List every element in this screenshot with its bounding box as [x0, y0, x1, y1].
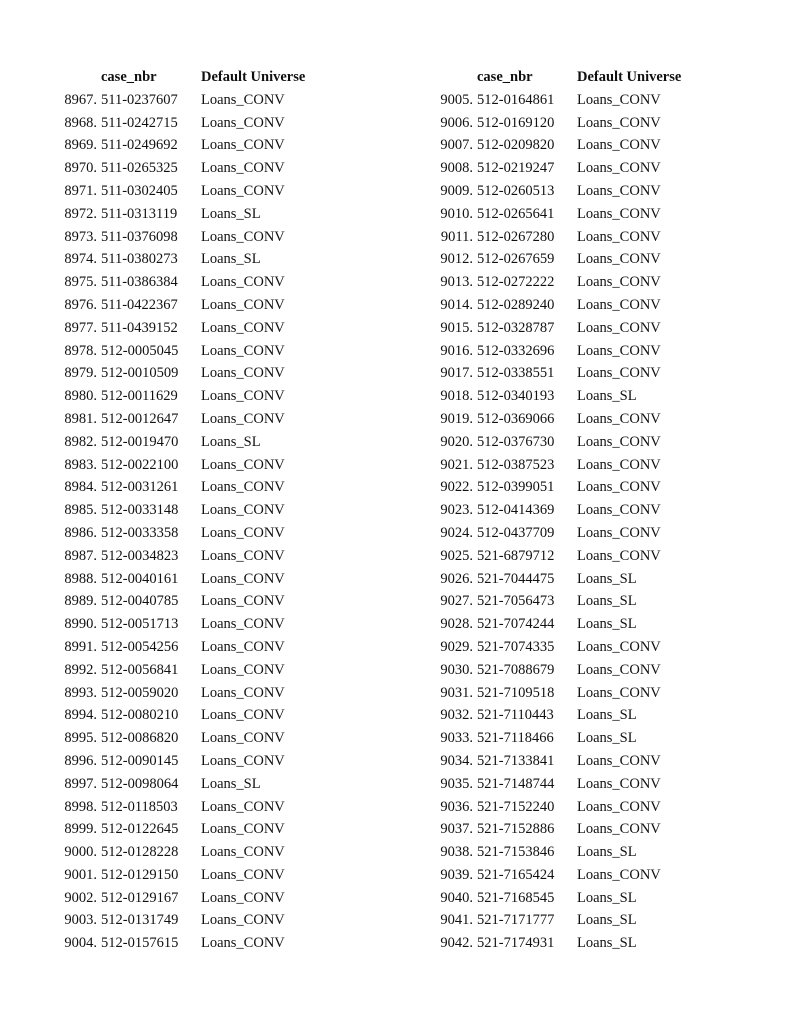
universe-cell: Loans_CONV — [577, 547, 661, 564]
universe-cell: Loans_CONV — [201, 684, 285, 701]
row-number: 9031. — [440, 684, 473, 701]
row-number: 9040. — [440, 889, 473, 906]
universe-cell: Loans_CONV — [577, 524, 661, 541]
universe-cell: Loans_CONV — [201, 935, 285, 952]
case-nbr-cell: 512-0340193 — [477, 388, 555, 405]
case-nbr-cell: 512-0040161 — [101, 570, 179, 587]
row-number: 8990. — [64, 616, 97, 633]
universe-cell: Loans_CONV — [201, 661, 285, 678]
universe-cell: Loans_CONV — [577, 160, 661, 177]
row-number: 9032. — [440, 707, 473, 724]
case-nbr-cell: 521-7056473 — [477, 593, 555, 610]
case-nbr-cell: 512-0129150 — [101, 866, 179, 883]
row-number: 8986. — [64, 524, 97, 541]
row-number: 9009. — [440, 182, 473, 199]
universe-cell: Loans_SL — [577, 707, 637, 724]
row-number: 8984. — [64, 479, 97, 496]
case-nbr-cell: 512-0129167 — [101, 889, 179, 906]
universe-cell: Loans_CONV — [201, 547, 285, 564]
case-nbr-cell: 521-7074244 — [477, 616, 555, 633]
universe-cell: Loans_CONV — [201, 638, 285, 655]
case-nbr-cell: 521-7110443 — [477, 707, 554, 724]
universe-cell: Loans_CONV — [577, 866, 661, 883]
row-number: 8998. — [64, 798, 97, 815]
case-nbr-cell: 512-0128228 — [101, 844, 179, 861]
case-nbr-cell: 512-0122645 — [101, 821, 179, 838]
row-number: 8970. — [64, 160, 97, 177]
row-number: 8967. — [64, 91, 97, 108]
case-nbr-cell: 521-7074335 — [477, 638, 555, 655]
row-number: 9017. — [440, 365, 473, 382]
case-nbr-cell: 511-0249692 — [101, 137, 178, 154]
case-nbr-cell: 512-0265641 — [477, 205, 555, 222]
case-nbr-cell: 511-0380273 — [101, 251, 178, 268]
case-nbr-cell: 512-0051713 — [101, 616, 179, 633]
case-nbr-cell: 512-0054256 — [101, 638, 179, 655]
case-nbr-cell: 511-0302405 — [101, 182, 178, 199]
universe-cell: Loans_CONV — [201, 479, 285, 496]
universe-cell: Loans_CONV — [577, 684, 661, 701]
row-number: 9002. — [64, 889, 97, 906]
row-number: 8976. — [64, 296, 97, 313]
row-number: 8996. — [64, 752, 97, 769]
case-nbr-cell: 512-0118503 — [101, 798, 178, 815]
universe-cell: Loans_CONV — [577, 274, 661, 291]
case-nbr-cell: 521-7133841 — [477, 752, 555, 769]
row-number: 8995. — [64, 730, 97, 747]
case-nbr-cell: 512-0260513 — [477, 182, 555, 199]
case-nbr-cell: 512-0098064 — [101, 775, 179, 792]
universe-cell: Loans_CONV — [577, 798, 661, 815]
universe-cell: Loans_CONV — [577, 410, 661, 427]
row-number: 8977. — [64, 319, 97, 336]
case-nbr-cell: 511-0422367 — [101, 296, 178, 313]
universe-cell: Loans_CONV — [201, 296, 285, 313]
case-nbr-cell: 521-7088679 — [477, 661, 555, 678]
row-number: 9012. — [440, 251, 473, 268]
universe-cell: Loans_CONV — [201, 456, 285, 473]
case-nbr-cell: 512-0033148 — [101, 502, 179, 519]
case-nbr-cell: 511-0265325 — [101, 160, 178, 177]
row-number: 8974. — [64, 251, 97, 268]
universe-cell: Loans_CONV — [201, 502, 285, 519]
universe-cell: Loans_CONV — [577, 182, 661, 199]
row-number: 9006. — [440, 114, 473, 131]
universe-cell: Loans_CONV — [201, 798, 285, 815]
row-number: 8987. — [64, 547, 97, 564]
row-number: 9010. — [440, 205, 473, 222]
case-nbr-cell: 512-0012647 — [101, 410, 179, 427]
case-nbr-cell: 512-0267280 — [477, 228, 555, 245]
universe-cell: Loans_CONV — [201, 91, 285, 108]
case-nbr-cell: 512-0328787 — [477, 319, 555, 336]
row-number: 9003. — [64, 912, 97, 929]
case-nbr-cell: 512-0399051 — [477, 479, 555, 496]
row-number: 9008. — [440, 160, 473, 177]
row-number: 9025. — [440, 547, 473, 564]
row-number: 9018. — [440, 388, 473, 405]
row-number: 9015. — [440, 319, 473, 336]
case-nbr-cell: 521-7152240 — [477, 798, 555, 815]
universe-cell: Loans_CONV — [577, 114, 661, 131]
row-number: 9000. — [64, 844, 97, 861]
row-number: 8975. — [64, 274, 97, 291]
universe-cell: Loans_CONV — [201, 410, 285, 427]
default-universe-header: Default Universe — [201, 69, 306, 85]
row-number: 8988. — [64, 570, 97, 587]
universe-cell: Loans_CONV — [201, 524, 285, 541]
row-number: 9029. — [440, 638, 473, 655]
universe-cell: Loans_CONV — [201, 866, 285, 883]
row-number: 9013. — [440, 274, 473, 291]
universe-cell: Loans_CONV — [577, 296, 661, 313]
row-number: 9038. — [440, 844, 473, 861]
case-nbr-cell: 512-0157615 — [101, 935, 179, 952]
default-universe-header: Default Universe — [577, 69, 682, 85]
universe-cell: Loans_CONV — [577, 137, 661, 154]
universe-cell: Loans_CONV — [201, 114, 285, 131]
case-nbr-cell: 512-0011629 — [101, 388, 178, 405]
universe-cell: Loans_CONV — [577, 821, 661, 838]
case-nbr-cell: 512-0056841 — [101, 661, 179, 678]
row-number: 8978. — [64, 342, 97, 359]
case-nbr-cell: 512-0376730 — [477, 433, 555, 450]
case-nbr-cell: 512-0267659 — [477, 251, 555, 268]
row-number: 9033. — [440, 730, 473, 747]
row-number: 9035. — [440, 775, 473, 792]
row-number: 8973. — [64, 228, 97, 245]
universe-cell: Loans_SL — [577, 616, 637, 633]
universe-cell: Loans_CONV — [577, 342, 661, 359]
row-number: 8968. — [64, 114, 97, 131]
row-number: 8971. — [64, 182, 97, 199]
universe-cell: Loans_CONV — [201, 752, 285, 769]
universe-cell: Loans_SL — [201, 433, 261, 450]
row-number: 9036. — [440, 798, 473, 815]
case-nbr-cell: 512-0164861 — [477, 91, 555, 108]
row-number: 8991. — [64, 638, 97, 655]
universe-cell: Loans_CONV — [201, 160, 285, 177]
universe-cell: Loans_CONV — [577, 91, 661, 108]
universe-cell: Loans_CONV — [201, 889, 285, 906]
universe-cell: Loans_CONV — [201, 730, 285, 747]
case-nbr-cell: 512-0033358 — [101, 524, 179, 541]
universe-cell: Loans_SL — [577, 593, 637, 610]
case-nbr-cell: 512-0338551 — [477, 365, 555, 382]
row-number: 9011. — [440, 228, 473, 245]
row-number: 8982. — [64, 433, 97, 450]
case-nbr-cell: 521-6879712 — [477, 547, 555, 564]
row-number: 8997. — [64, 775, 97, 792]
row-number: 9004. — [64, 935, 97, 952]
universe-cell: Loans_CONV — [201, 707, 285, 724]
case-nbr-cell: 511-0313119 — [101, 205, 178, 222]
universe-cell: Loans_CONV — [201, 137, 285, 154]
row-number: 9019. — [440, 410, 473, 427]
row-number: 8985. — [64, 502, 97, 519]
universe-cell: Loans_CONV — [577, 502, 661, 519]
case-nbr-cell: 511-0386384 — [101, 274, 178, 291]
row-number: 9005. — [440, 91, 473, 108]
case-nbr-cell: 521-7153846 — [477, 844, 555, 861]
case-nbr-cell: 512-0090145 — [101, 752, 179, 769]
universe-cell: Loans_SL — [577, 912, 637, 929]
universe-cell: Loans_SL — [201, 775, 261, 792]
universe-cell: Loans_CONV — [577, 479, 661, 496]
row-number: 8999. — [64, 821, 97, 838]
case-nbr-cell: 512-0010509 — [101, 365, 179, 382]
row-number: 9039. — [440, 866, 473, 883]
case-nbr-cell: 512-0034823 — [101, 547, 179, 564]
row-number: 8983. — [64, 456, 97, 473]
row-number: 9016. — [440, 342, 473, 359]
universe-cell: Loans_SL — [577, 889, 637, 906]
row-number: 9021. — [440, 456, 473, 473]
row-number: 8994. — [64, 707, 97, 724]
universe-cell: Loans_CONV — [201, 821, 285, 838]
universe-cell: Loans_CONV — [201, 274, 285, 291]
case-nbr-cell: 512-0387523 — [477, 456, 555, 473]
case-nbr-cell: 512-0031261 — [101, 479, 179, 496]
case-nbr-cell: 512-0209820 — [477, 137, 555, 154]
universe-cell: Loans_SL — [201, 251, 261, 268]
case-nbr-cell: 521-7109518 — [477, 684, 555, 701]
case-nbr-cell: 512-0369066 — [477, 410, 555, 427]
universe-cell: Loans_CONV — [577, 752, 661, 769]
case-nbr-cell: 511-0237607 — [101, 91, 178, 108]
row-number: 8993. — [64, 684, 97, 701]
row-number: 9014. — [440, 296, 473, 313]
universe-cell: Loans_CONV — [201, 365, 285, 382]
universe-cell: Loans_CONV — [577, 228, 661, 245]
universe-cell: Loans_CONV — [201, 388, 285, 405]
case-nbr-cell: 512-0289240 — [477, 296, 555, 313]
case-nbr-cell: 512-0059020 — [101, 684, 179, 701]
row-number: 9042. — [440, 935, 473, 952]
universe-cell: Loans_CONV — [201, 593, 285, 610]
row-number: 9023. — [440, 502, 473, 519]
universe-cell: Loans_CONV — [577, 433, 661, 450]
case-nbr-cell: 512-0219247 — [477, 160, 555, 177]
universe-cell: Loans_CONV — [201, 342, 285, 359]
row-number: 9034. — [440, 752, 473, 769]
row-number: 8992. — [64, 661, 97, 678]
row-number: 9007. — [440, 137, 473, 154]
universe-cell: Loans_CONV — [577, 365, 661, 382]
row-number: 8969. — [64, 137, 97, 154]
universe-cell: Loans_CONV — [577, 205, 661, 222]
universe-cell: Loans_CONV — [201, 182, 285, 199]
case-nbr-cell: 512-0040785 — [101, 593, 179, 610]
case-nbr-cell: 512-0131749 — [101, 912, 179, 929]
row-number: 9026. — [440, 570, 473, 587]
case-nbr-cell: 521-7171777 — [477, 912, 555, 929]
case-nbr-cell: 512-0080210 — [101, 707, 179, 724]
case-nbr-cell: 512-0272222 — [477, 274, 555, 291]
row-number: 9024. — [440, 524, 473, 541]
universe-cell: Loans_CONV — [201, 228, 285, 245]
universe-cell: Loans_SL — [577, 730, 637, 747]
row-number: 9037. — [440, 821, 473, 838]
row-number: 9022. — [440, 479, 473, 496]
universe-cell: Loans_CONV — [577, 661, 661, 678]
universe-cell: Loans_CONV — [201, 912, 285, 929]
case-nbr-cell: 521-7044475 — [477, 570, 555, 587]
case-nbr-cell: 512-0019470 — [101, 433, 179, 450]
universe-cell: Loans_CONV — [577, 456, 661, 473]
row-number: 8989. — [64, 593, 97, 610]
row-number: 9001. — [64, 866, 97, 883]
row-number: 9020. — [440, 433, 473, 450]
universe-cell: Loans_SL — [577, 844, 637, 861]
case-nbr-cell: 512-0022100 — [101, 456, 179, 473]
universe-cell: Loans_CONV — [201, 570, 285, 587]
case-nbr-cell: 521-7148744 — [477, 775, 555, 792]
universe-cell: Loans_SL — [577, 935, 637, 952]
row-number: 8980. — [64, 388, 97, 405]
case-nbr-cell: 511-0242715 — [101, 114, 178, 131]
case-nbr-cell: 511-0376098 — [101, 228, 178, 245]
case-nbr-cell: 512-0086820 — [101, 730, 179, 747]
case-nbr-cell: 512-0332696 — [477, 342, 555, 359]
universe-cell: Loans_CONV — [577, 638, 661, 655]
universe-cell: Loans_SL — [577, 570, 637, 587]
universe-cell: Loans_CONV — [201, 319, 285, 336]
universe-cell: Loans_SL — [577, 388, 637, 405]
case-nbr-cell: 521-7152886 — [477, 821, 555, 838]
universe-cell: Loans_SL — [201, 205, 261, 222]
case-nbr-header: case_nbr — [477, 69, 533, 85]
row-number: 8972. — [64, 205, 97, 222]
case-nbr-header: case_nbr — [101, 69, 157, 85]
case-nbr-cell: 521-7165424 — [477, 866, 555, 883]
universe-cell: Loans_CONV — [577, 251, 661, 268]
universe-cell: Loans_CONV — [201, 616, 285, 633]
universe-cell: Loans_CONV — [201, 844, 285, 861]
universe-cell: Loans_CONV — [577, 775, 661, 792]
case-nbr-cell: 512-0437709 — [477, 524, 555, 541]
case-nbr-cell: 512-0169120 — [477, 114, 555, 131]
universe-cell: Loans_CONV — [577, 319, 661, 336]
row-number: 9028. — [440, 616, 473, 633]
case-nbr-cell: 521-7118466 — [477, 730, 554, 747]
case-nbr-cell: 521-7168545 — [477, 889, 555, 906]
case-nbr-cell: 512-0414369 — [477, 502, 555, 519]
row-number: 8979. — [64, 365, 97, 382]
row-number: 8981. — [64, 410, 97, 427]
case-nbr-cell: 511-0439152 — [101, 319, 178, 336]
case-nbr-cell: 521-7174931 — [477, 935, 555, 952]
row-number: 9041. — [440, 912, 473, 929]
row-number: 9027. — [440, 593, 473, 610]
row-number: 9030. — [440, 661, 473, 678]
case-nbr-cell: 512-0005045 — [101, 342, 179, 359]
